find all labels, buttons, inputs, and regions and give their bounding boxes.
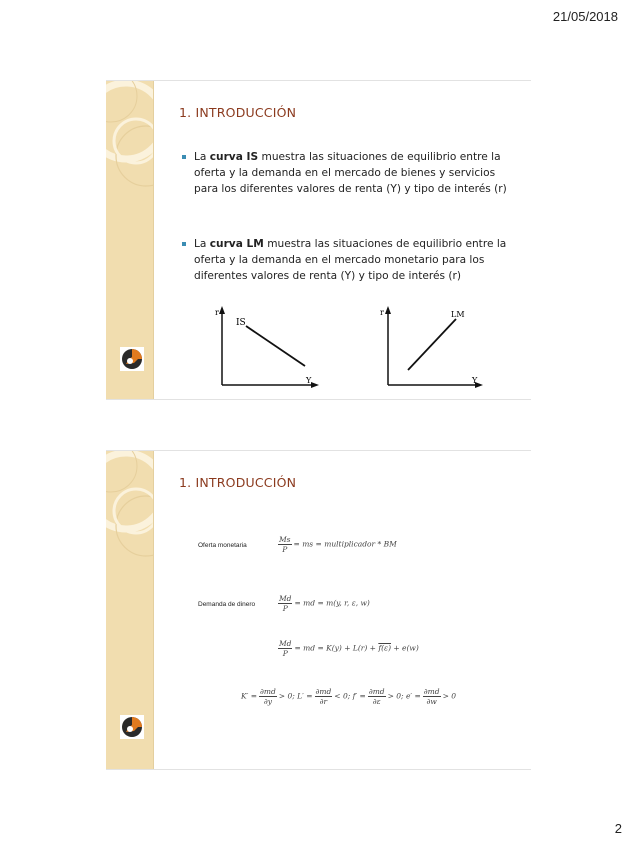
x-axis-label: Y: [306, 376, 312, 385]
fraction: [259, 687, 277, 706]
frac-num: ∂md: [259, 687, 276, 696]
bullet-text: muestra las situaciones de equilibrio entre la oferta y la demanda en el mercado monetario para los diferentes valores de renta (Y) y tipo de interés (r): [194, 238, 507, 282]
derivatives-formula: [241, 687, 456, 706]
x-axis-label: Y: [472, 376, 478, 385]
bullet-text: La: [194, 151, 210, 163]
formula-text: f(ε): [378, 643, 391, 653]
bullet-curva-lm: [194, 236, 510, 284]
formula-text: > 0: [442, 691, 457, 701]
bullet-text: La: [194, 238, 210, 250]
formula-text: > 0;: [278, 691, 295, 701]
slide-sidebar: [106, 81, 154, 399]
formula-text: = ms = multiplicador * BM: [293, 539, 397, 549]
slide-1: [106, 80, 531, 400]
frac-num: ∂md: [315, 687, 332, 696]
frac-den: P: [282, 604, 288, 613]
fraction: [278, 535, 292, 554]
fraction: [423, 687, 441, 706]
formula-text: + e(w): [391, 643, 419, 653]
fraction: [278, 594, 292, 613]
frac-num: Ms: [279, 535, 291, 544]
frac-num: ∂md: [423, 687, 440, 696]
x-axis-arrow: [311, 382, 319, 388]
formula-text: = md = K(y) + L(r) +: [294, 643, 379, 653]
slide-2: [106, 450, 531, 770]
page-number: 2: [614, 821, 622, 836]
is-curve-line: [246, 326, 305, 366]
is-curve-label: IS: [236, 318, 246, 328]
frac-den: ∂ε: [372, 697, 381, 706]
slide-sidebar: [106, 451, 154, 769]
is-curve-graph: [214, 303, 324, 391]
frac-den: P: [282, 545, 288, 554]
slide-title: 1. INTRODUCCIÓN: [179, 475, 297, 490]
formula-text: < 0;: [334, 691, 351, 701]
demanda-formula: [276, 594, 370, 613]
fraction: [315, 687, 333, 706]
demanda-dinero-label: Demanda de dinero: [198, 601, 256, 608]
bullet-curva-is: [194, 149, 510, 197]
y-axis-arrow: [385, 306, 391, 314]
y-axis-arrow: [219, 306, 225, 314]
frac-num: ∂md: [368, 687, 385, 696]
oferta-monetaria-label: Oferta monetaria: [198, 542, 247, 549]
y-axis-label: r: [380, 308, 384, 317]
frac-den: ∂r: [319, 697, 328, 706]
bullet-bold-term: curva LM: [209, 238, 264, 250]
demanda-expanded-formula: [276, 639, 419, 658]
bullet-bold-term: curva IS: [209, 151, 259, 163]
formula-text: > 0;: [387, 691, 404, 701]
formula-text: e′ =: [405, 691, 421, 701]
frac-den: ∂y: [263, 697, 272, 706]
bullet-text: muestra las situaciones de equilibrio entre la oferta y la demanda en el mercado de bienes y servicios para los diferentes valores de renta (Y) y tipo de interés (r): [194, 151, 507, 195]
oferta-formula: [276, 535, 397, 554]
lm-curve-line: [408, 319, 456, 370]
frac-num: Md: [279, 594, 292, 603]
formula-text: K′ =: [241, 691, 257, 701]
frac-den: P: [282, 649, 288, 658]
document-date: 21/05/2018: [552, 9, 618, 24]
slide-title: 1. INTRODUCCIÓN: [179, 105, 297, 120]
logo-icon: [120, 347, 144, 371]
formula-text: = md = m(y, r, ε, w): [294, 598, 370, 608]
frac-num: Md: [279, 639, 292, 648]
fraction: [278, 639, 292, 658]
logo-icon: [120, 715, 144, 739]
lm-curve-graph: [376, 303, 486, 391]
frac-den: ∂w: [426, 697, 437, 706]
formula-text: L′ =: [297, 691, 313, 701]
fraction: [368, 687, 386, 706]
y-axis-label: r: [215, 308, 219, 317]
formula-text: f′ =: [352, 691, 366, 701]
lm-curve-label: LM: [451, 310, 465, 319]
